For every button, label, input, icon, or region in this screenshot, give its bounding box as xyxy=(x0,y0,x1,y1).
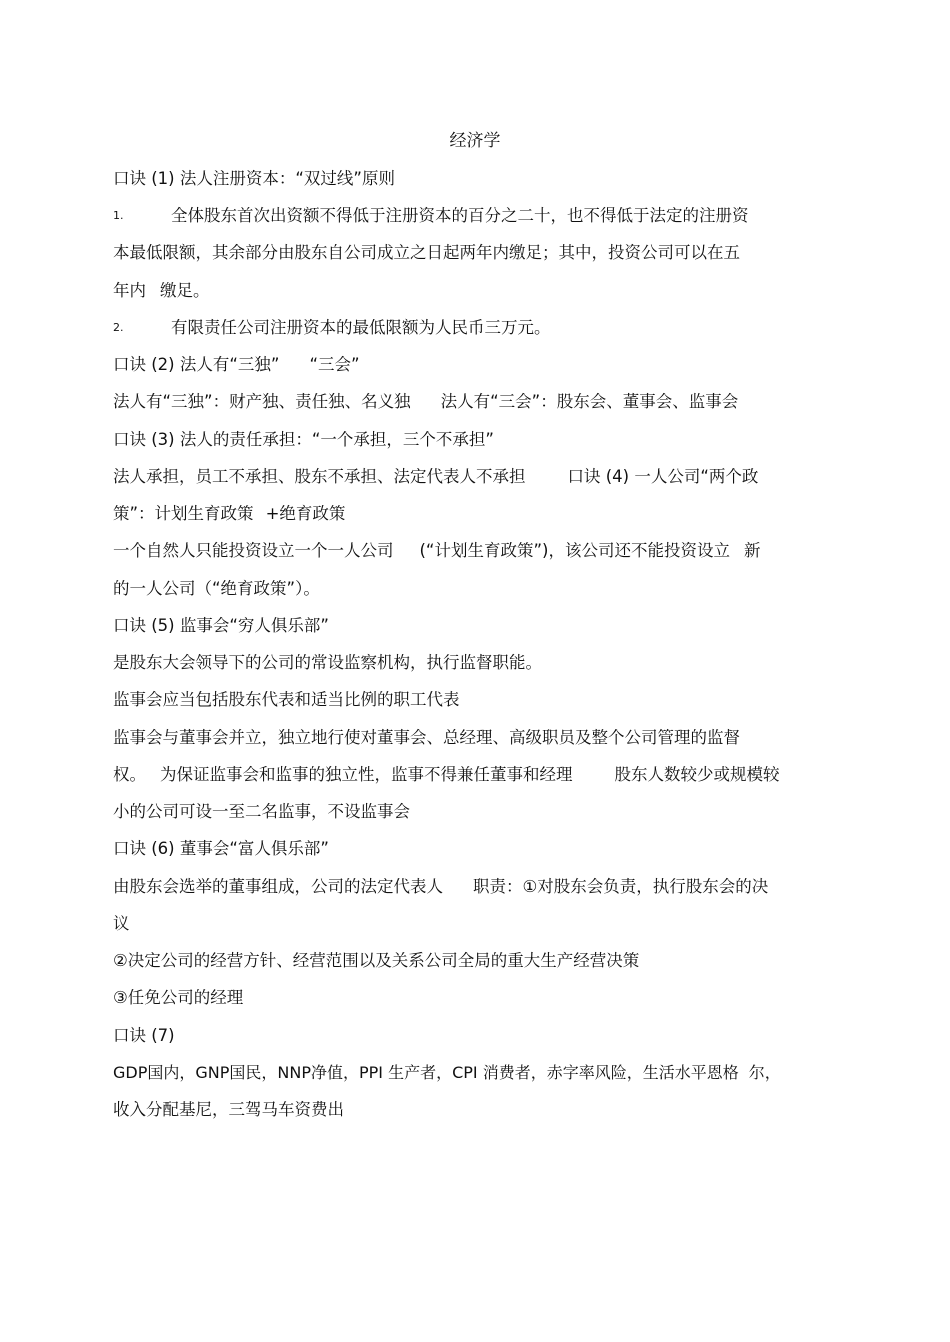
paragraph-line xyxy=(113,502,345,526)
text-segment: 缴足。 xyxy=(160,281,210,300)
mnemonic-5-heading: 口诀 (5) 监事会“穷人俱乐部” xyxy=(113,616,329,635)
text-segment: 新 xyxy=(743,541,761,560)
text-segment: +绝育政策 xyxy=(265,504,346,523)
text-segment: 权。 xyxy=(113,765,146,784)
text-segment: GDP国内，GNP国民，NNP净值，PPI 生产者，CPI 消费者，赤字率风险，生活水平恩格 xyxy=(113,1063,739,1082)
document-title: 经济学 xyxy=(449,131,501,151)
text-segment: 法人有“三会”：股东会、董事会、监事会 xyxy=(440,392,739,411)
mnemonic-7-heading: 口诀 (7) xyxy=(113,1026,175,1045)
text-segment: 法人承担，员工不承担、股东不承担、法定代表人不承担 xyxy=(113,467,526,486)
mnemonic-4-heading: 口诀 (4) 一人公司“两个政 xyxy=(567,467,759,486)
paragraph-line: ②决定公司的经营方针、经营范围以及关系公司全局的重大生产经营决策 xyxy=(113,951,640,970)
mnemonic-1-heading: 口诀 (1) 法人注册资本：“双过线”原则 xyxy=(113,169,395,188)
text-segment: “三会” xyxy=(309,355,360,374)
text-segment: 策”：计划生育政策 xyxy=(113,504,254,523)
paragraph-line: 收入分配基尼，三驾马车资费出 xyxy=(113,1100,344,1119)
text-segment: 尔， xyxy=(748,1063,781,1082)
text-segment: (“计划生育政策”)，该公司还不能投资设立 xyxy=(419,541,730,560)
paragraph-line xyxy=(113,465,758,489)
mnemonic-3-heading: 口诀 (3) 法人的责任承担：“一个承担，三个不承担” xyxy=(113,430,494,449)
paragraph-line: 全体股东首次出资额不得低于注册资本的百分之二十，也不得低于法定的注册资 xyxy=(171,206,749,225)
paragraph-line xyxy=(113,1061,781,1085)
text-segment: 年内 xyxy=(113,281,146,300)
text-segment: 一个自然人只能投资设立一个一人公司 xyxy=(113,541,394,560)
paragraph-line: 是股东大会领导下的公司的常设监察机构，执行监督职能。 xyxy=(113,653,542,672)
paragraph-line: 有限责任公司注册资本的最低限额为人民币三万元。 xyxy=(171,318,551,337)
paragraph-line xyxy=(113,390,738,414)
paragraph-line xyxy=(113,539,760,563)
text-segment: 由股东会选举的董事组成，公司的法定代表人 xyxy=(113,877,443,896)
paragraph-line: 监事会与董事会并立，独立地行使对董事会、总经理、高级职员及整个公司管理的监督 xyxy=(113,728,740,747)
item-number-2: 2. xyxy=(113,321,124,334)
paragraph-line: 小的公司可设一至二名监事，不设监事会 xyxy=(113,802,410,821)
paragraph-line xyxy=(113,279,210,303)
paragraph-line: 监事会应当包括股东代表和适当比例的职工代表 xyxy=(113,690,460,709)
item-number-1: 1. xyxy=(113,209,124,222)
paragraph-line xyxy=(113,763,780,787)
text-segment: 职责：①对股东会负责，执行股东会的决 xyxy=(473,877,769,896)
mnemonic-2-heading xyxy=(113,353,360,377)
paragraph-line: 议 xyxy=(113,914,130,933)
text-segment: 股东人数较少或规模较 xyxy=(614,765,780,784)
text-segment: 为保证监事会和监事的独立性，监事不得兼任董事和经理 xyxy=(160,765,573,784)
paragraph-line: ③任免公司的经理 xyxy=(113,988,244,1007)
text-segment: 法人有“三独”：财产独、责任独、名义独 xyxy=(113,392,411,411)
paragraph-line: 本最低限额，其余部分由股东自公司成立之日起两年内缴足；其中，投资公司可以在五 xyxy=(113,243,740,262)
text-segment: 口诀 (2) 法人有“三独” xyxy=(113,355,280,374)
paragraph-line xyxy=(113,875,768,899)
paragraph-line: 的一人公司（“绝育政策”）。 xyxy=(113,579,320,598)
mnemonic-6-heading: 口诀 (6) 董事会“富人俱乐部” xyxy=(113,839,329,858)
